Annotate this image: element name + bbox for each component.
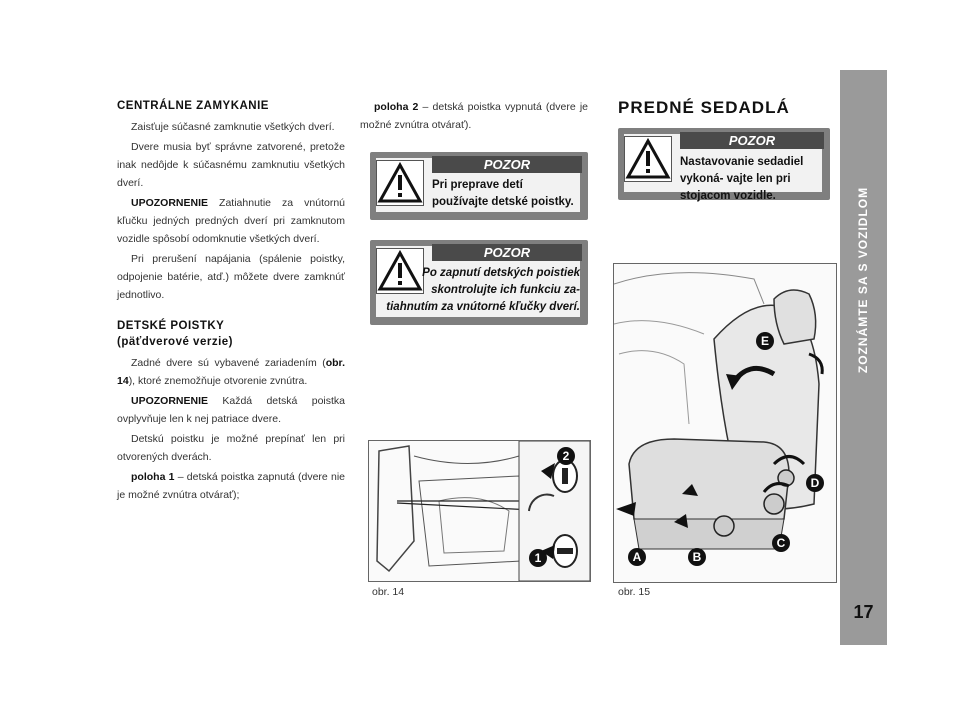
label-E: E bbox=[756, 332, 774, 350]
heading-front-seats: PREDNÉ SEDADLÁ bbox=[618, 98, 790, 117]
bold-label: poloha 2 bbox=[374, 101, 419, 113]
figure-door-child-lock bbox=[368, 440, 591, 582]
warning-box-3 bbox=[618, 128, 830, 200]
paragraph-warning bbox=[117, 392, 345, 428]
figure-front-seat bbox=[613, 263, 837, 583]
warning-triangle-icon bbox=[376, 160, 424, 206]
bold-label: poloha 1 bbox=[131, 471, 175, 483]
label-C: C bbox=[772, 534, 790, 552]
paragraph bbox=[117, 354, 345, 390]
warning-heading: POZOR bbox=[680, 132, 824, 149]
paragraph-text: ), ktoré znemožňuje otvorenie zvnútra. bbox=[128, 375, 308, 387]
column-1 bbox=[117, 98, 345, 506]
bold-label: UPOZORNENIE bbox=[131, 197, 209, 209]
label-B: B bbox=[688, 548, 706, 566]
bold-label: UPOZORNENIE bbox=[131, 395, 209, 407]
page-number: 17 bbox=[853, 602, 874, 622]
paragraph-text: Zatiahnutie za vnútornú kľučku jedných predných dverí pri zamknutom vozidle spôsobí odomknutie všetkých dverí. bbox=[117, 197, 345, 245]
paragraph: Detskú poistku je možné prepínať len pri otvorených dverách. bbox=[117, 433, 345, 463]
side-tab-text: ZOZNÁMTE SA S VOZIDLOM bbox=[856, 186, 870, 374]
paragraph-text: – detská poistka vypnutá (dvere je možné zvnútra otvárať). bbox=[360, 101, 589, 131]
door-child-lock-illustration bbox=[369, 441, 590, 581]
warning-triangle-icon bbox=[624, 136, 672, 182]
warning-heading: POZOR bbox=[432, 156, 582, 173]
warning-heading: POZOR bbox=[432, 244, 582, 261]
heading-child-locks-sub: (päťdverové verzie) bbox=[117, 336, 233, 348]
paragraph: Zaisťuje súčasné zamknutie všetkých dverí. bbox=[131, 121, 335, 133]
paragraph-text: – detská poistka zapnutá (dvere nie je možné zvnútra otvárať); bbox=[117, 471, 346, 501]
label-A: A bbox=[628, 548, 646, 566]
paragraph-position-2 bbox=[360, 98, 588, 134]
column-2 bbox=[360, 98, 588, 136]
warning-text: Po zapnutí detských poistiek skontrolujte ich funkciu za- tiahnutím za vnútorné kľučky dverí. bbox=[386, 267, 580, 313]
section-side-tab-label bbox=[848, 100, 878, 460]
warning-box-1 bbox=[370, 152, 588, 220]
paragraph: Dvere musia byť správne zatvorené, pretože inak nedôjde k súčasnému zamknutiu všetkých dverí. bbox=[117, 141, 345, 189]
label-D: D bbox=[806, 474, 824, 492]
paragraph-text: Zadné dvere sú vybavené zariadením ( bbox=[131, 357, 326, 369]
paragraph-position-1 bbox=[117, 468, 345, 504]
warning-text: Nastavovanie sedadiel vykoná- vajte len pri stojacom vozidle. bbox=[680, 156, 804, 202]
front-seat-illustration bbox=[614, 264, 836, 582]
paragraph: Pri prerušení napájania (spálenie poistky, odpojenie batérie, atď.) môžete dvere zamknúť jednotlivo. bbox=[117, 253, 345, 301]
label-1: 1 bbox=[529, 549, 547, 567]
figure-ref: obr. 14 bbox=[117, 357, 345, 387]
heading-child-locks: DETSKÉ POISTKY bbox=[117, 320, 225, 332]
figure-caption: obr. 14 bbox=[372, 586, 405, 598]
paragraph-text: Každá detská poistka ovplyvňuje len k nej patriace dvere. bbox=[117, 395, 345, 425]
label-2: 2 bbox=[557, 447, 575, 465]
heading-central-locking: CENTRÁLNE ZAMYKANIE bbox=[117, 100, 269, 112]
figure-caption: obr. 15 bbox=[618, 586, 651, 598]
warning-text: Pri preprave detí používajte detské poistky. bbox=[432, 179, 574, 208]
paragraph-warning bbox=[117, 194, 345, 248]
warning-box-2 bbox=[370, 240, 588, 325]
